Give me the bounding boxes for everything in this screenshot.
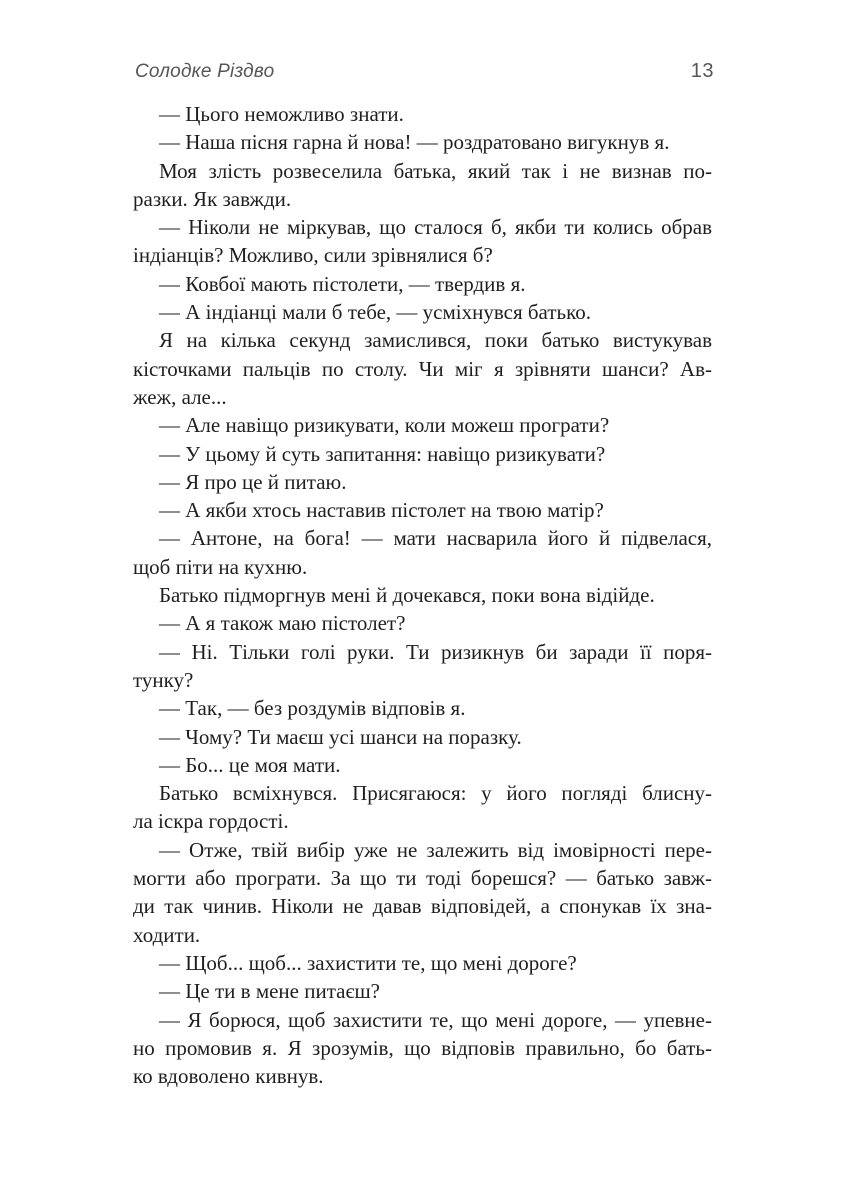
text-line: — Щоб... щоб... захистити те, що мені дороге? [159,950,577,975]
text-line: тунку? [133,667,194,692]
paragraph [133,1006,712,1091]
paragraph [133,581,712,609]
text-line: — А індіанці мали б тебе, — усміхнувся батько. [159,300,591,325]
paragraph [133,836,712,949]
text-line: — А якби хтось наставив пістолет на твою матір? [159,498,604,523]
text-line: індіанців? Можливо, сили зрівнялися б? [133,243,493,268]
paragraph [133,440,712,468]
text-line: щоб піти на кухню. [133,554,308,579]
text-line: — Ніколи не міркував, що сталося б, якби ти колись обрав [159,215,712,240]
paragraph [133,100,712,128]
text-line: разки. Як завжди. [133,186,292,211]
paragraph [133,949,712,977]
text-line: — Це ти в мене питаєш? [159,979,380,1004]
paragraph [133,298,712,326]
text-line: — Я про це й питаю. [159,469,347,494]
text-line: — Отже, твій вибір уже не залежить від імовірності пере- [159,837,712,862]
text-line: — Ковбої мають пістолети, — твердив я. [159,271,526,296]
paragraph [133,977,712,1005]
running-header [135,60,714,83]
paragraph [133,694,712,722]
paragraph [133,723,712,751]
text-line: но промовив я. Я зрозумів, що відповів правильно, бо бать- [133,1035,712,1060]
text-line: — Але навіщо ризикувати, коли можеш програти? [159,413,610,438]
text-line: — У цьому й суть запитання: навіщо ризикувати? [159,441,606,466]
paragraph [133,496,712,524]
paragraph [133,157,712,214]
paragraph [133,779,712,836]
page-number: 13 [690,60,714,82]
text-line: — Цього неможливо знати. [159,102,404,126]
text-line: кісточками пальців по столу. Чи міг я зрівняти шанси? Ав- [133,356,712,381]
paragraph [133,411,712,439]
text-line: — Я борюся, щоб захистити те, що мені дороге, — упевне- [159,1007,712,1032]
text-line: ла іскра гордості. [133,809,289,834]
text-line: ко вдоволено кивнув. [133,1064,324,1089]
text-line: — Чому? Ти маєш усі шанси на поразку. [159,724,522,749]
text-line: — Так, — без роздумів відповів я. [159,696,466,721]
paragraph [133,638,712,695]
paragraph [133,609,712,637]
paragraph [133,468,712,496]
paragraph [133,128,712,156]
paragraph [133,326,712,411]
text-line: — А я також маю пістолет? [159,611,406,636]
text-line: — Антоне, на бога! — мати насварила його й підвелася, [159,526,712,551]
text-line: — Ні. Тільки голі руки. Ти ризикнув би заради її поря- [159,639,712,664]
text-line: Моя злість розвеселила батька, який так і не визнав по- [159,158,712,183]
text-line: Батько всміхнувся. Присягаюся: у його погляді блисну- [159,781,712,806]
text-line: ди так чинив. Ніколи не давав відповідей, а спонукав їх зна- [133,894,712,919]
text-line: Я на кілька секунд замислився, поки батько вистукував [159,328,712,353]
paragraph [133,751,712,779]
body-text [133,100,712,1090]
paragraph [133,524,712,581]
paragraph [133,213,712,270]
text-line: — Наша пісня гарна й нова! — роздратовано вигукнув я. [159,130,670,155]
paragraph [133,270,712,298]
text-line: могти або програти. За що ти тоді борешся? — батько завж- [133,866,712,891]
text-line: ходити. [133,922,201,947]
running-title: Солодке Різдво [135,61,275,82]
text-line: — Бо... це моя мати. [159,752,341,777]
text-line: Батько підморгнув мені й дочекався, поки вона відійде. [159,583,655,608]
text-line: жеж, але... [133,384,227,409]
